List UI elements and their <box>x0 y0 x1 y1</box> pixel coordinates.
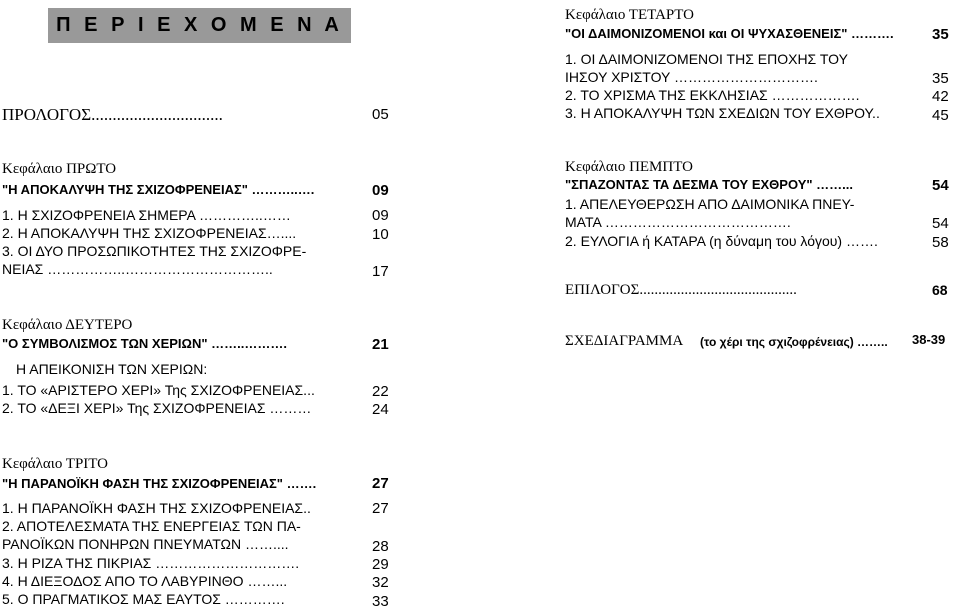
chapter-4-item[interactable]: 3. Η ΑΠΟΚΑΛΥΨΗ ΤΩΝ ΣΧΕΔΙΩΝ ΤΟΥ ΕΧΘΡΟΥ.. <box>565 105 880 121</box>
chapter-3-subtitle[interactable]: "Η ΠΑΡΑΝΟΪΚΗ ΦΑΣΗ ΤΗΣ ΣΧΙΖΟΦΡΕΝΕΙΑΣ" ……. <box>2 476 317 491</box>
title-box <box>48 8 351 43</box>
chapter-1-subtitle[interactable]: "Η ΑΠΟΚΑΛΥΨΗ ΤΗΣ ΣΧΙΖΟΦΡΕΝΕΙΑΣ" ………..…. <box>2 182 315 197</box>
chapter-1-item[interactable]: ΝΕΙΑΣ ……………..………………………….. <box>2 261 273 277</box>
chapter-3-heading: Κεφάλαιο ΤΡΙΤΟ <box>2 456 109 472</box>
prologue-label[interactable]: ΠΡΟΛΟΓΟΣ............................... <box>2 105 223 124</box>
chapter-1-item[interactable]: 1. Η ΣΧΙΖΟΦΡΕΝΕΙΑ ΣΗΜΕΡΑ …………..…… <box>2 207 291 223</box>
diagram-page: 38-39 <box>912 332 946 347</box>
chapter-3-item-page: 27 <box>372 500 389 517</box>
chapter-4-item[interactable]: 1. ΟΙ ΔΑΙΜΟΝΙΖΟΜΕΝΟΙ ΤΗΣ ΕΠΟΧΗΣ ΤΟΥ <box>565 51 848 67</box>
prologue-page: 05 <box>372 106 389 123</box>
chapter-2-subtitle-page: 21 <box>372 336 389 353</box>
diagram-note: (το χέρι της σχιζοφρένειας) …….. <box>700 335 888 349</box>
chapter-4-item-page: 42 <box>932 88 949 105</box>
chapter-2-item-page: 22 <box>372 383 389 400</box>
chapter-5-subtitle-page: 54 <box>932 177 949 194</box>
chapter-5-heading: Κεφάλαιο ΠΕΜΠΤΟ <box>565 159 693 175</box>
chapter-4-subtitle-page: 35 <box>932 26 949 43</box>
chapter-4-heading: Κεφάλαιο ΤΕΤΑΡΤΟ <box>565 7 694 23</box>
chapter-3-item-page: 33 <box>372 593 389 610</box>
chapter-4-item[interactable]: ΙΗΣΟΥ ΧΡΙΣΤΟΥ …………………………. <box>565 69 818 85</box>
chapter-2-subtitle[interactable]: "Ο ΣΥΜΒΟΛΙΣΜΟΣ ΤΩΝ ΧΕΡΙΩΝ" ……..………. <box>2 336 287 351</box>
chapter-3-item[interactable]: 1. Η ΠΑΡΑΝΟΪΚΗ ΦΑΣΗ ΤΗΣ ΣΧΙΖΟΦΡΕΝΕΙΑΣ.. <box>2 500 311 516</box>
chapter-5-subtitle[interactable]: "ΣΠΑΖΟΝΤΑΣ ΤΑ ΔΕΣΜΑ ΤΟΥ ΕΧΘΡΟΥ" ……... <box>565 177 853 192</box>
chapter-2-item-page: 24 <box>372 401 389 418</box>
chapter-5-item-page: 58 <box>932 234 949 251</box>
chapter-2-heading: Κεφάλαιο ΔΕΥΤΕΡΟ <box>2 317 133 333</box>
chapter-3-item-page: 28 <box>372 538 389 555</box>
chapter-1-item-page: 09 <box>372 207 389 224</box>
chapter-3-item[interactable]: 2. ΑΠΟΤΕΛΕΣΜΑΤΑ ΤΗΣ ΕΝΕΡΓΕΙΑΣ ΤΩΝ ΠΑ- <box>2 518 301 534</box>
chapter-4-subtitle[interactable]: "ΟΙ ΔΑΙΜΟΝΙΖΟΜΕΝΟΙ και ΟΙ ΨΥΧΑΣΘΕΝΕΙΣ" ………. <box>565 26 894 41</box>
chapter-3-item[interactable]: 4. Η ΔΙΕΞΟΔΟΣ ΑΠΟ ΤΟ ΛΑΒΥΡΙΝΘΟ ……... <box>2 573 288 589</box>
chapter-4-item-page: 35 <box>932 70 949 87</box>
chapter-5-item-page: 54 <box>932 215 949 232</box>
chapter-2-item[interactable]: 1. ΤΟ «ΑΡΙΣΤΕΡΟ ΧΕΡΙ» Της ΣΧΙΖΟΦΡΕΝΕΙΑΣ... <box>2 382 315 398</box>
chapter-3-item-page: 32 <box>372 574 389 591</box>
chapter-3-item-page: 29 <box>372 556 389 573</box>
page-title: Π Ε Ρ Ι Ε Χ Ο Μ Ε Ν Α <box>56 14 343 36</box>
chapter-5-item[interactable]: ΜΑΤΑ …………………………………. <box>565 214 791 230</box>
chapter-2-item[interactable]: 2. ΤΟ «ΔΕΞΙ ΧΕΡΙ» Της ΣΧΙΖΟΦΡΕΝΕΙΑΣ ……… <box>2 400 312 416</box>
chapter-1-item-page: 17 <box>372 263 389 280</box>
chapter-3-item[interactable]: 5. Ο ΠΡΑΓΜΑΤΙΚΟΣ ΜΑΣ ΕΑΥΤΟΣ …………. <box>2 591 285 607</box>
epilogue-label[interactable]: ΕΠΙΛΟΓΟΣ.......................................... <box>565 282 797 298</box>
chapter-1-item[interactable]: 2. Η ΑΠΟΚΑΛΥΨΗ ΤΗΣ ΣΧΙΖΟΦΡΕΝΕΙΑΣ….... <box>2 225 297 241</box>
chapter-5-item[interactable]: 1. ΑΠΕΛΕΥΘΕΡΩΣΗ ΑΠΟ ΔΑΙΜΟΝΙΚΑ ΠΝΕΥ- <box>565 196 855 212</box>
epilogue-page: 68 <box>932 282 948 298</box>
chapter-4-item-page: 45 <box>932 107 949 124</box>
chapter-4-item[interactable]: 2. ΤΟ ΧΡΙΣΜΑ ΤΗΣ ΕΚΚΛΗΣΙΑΣ ………………. <box>565 87 860 103</box>
chapter-5-item[interactable]: 2. ΕΥΛΟΓΙΑ ή ΚΑΤΑΡΑ (η δύναμη του λόγου) ……. <box>565 233 878 249</box>
chapter-1-item[interactable]: 3. ΟΙ ΔΥΟ ΠΡΟΣΩΠΙΚΟΤΗΤΕΣ ΤΗΣ ΣΧΙΖΟΦΡΕ- <box>2 243 307 259</box>
chapter-3-item[interactable]: 3. Η ΡΙΖΑ ΤΗΣ ΠΙΚΡΙΑΣ …………………………. <box>2 555 300 571</box>
chapter-1-heading: Κεφάλαιο ΠΡΩΤΟ <box>2 161 117 177</box>
chapter-3-subtitle-page: 27 <box>372 475 389 492</box>
diagram-label[interactable]: ΣΧΕΔΙΑΓΡΑΜΜΑ <box>565 333 684 349</box>
chapter-1-item-page: 10 <box>372 226 389 243</box>
chapter-3-item[interactable]: ΡΑΝΟΪΚΩΝ ΠΟΝΗΡΩΝ ΠΝΕΥΜΑΤΩΝ …….... <box>2 536 289 552</box>
chapter-1-subtitle-page: 09 <box>372 182 389 199</box>
chapter-2-note: Η ΑΠΕΙΚΟΝΙΣΗ ΤΩΝ ΧΕΡΙΩΝ: <box>16 361 208 377</box>
